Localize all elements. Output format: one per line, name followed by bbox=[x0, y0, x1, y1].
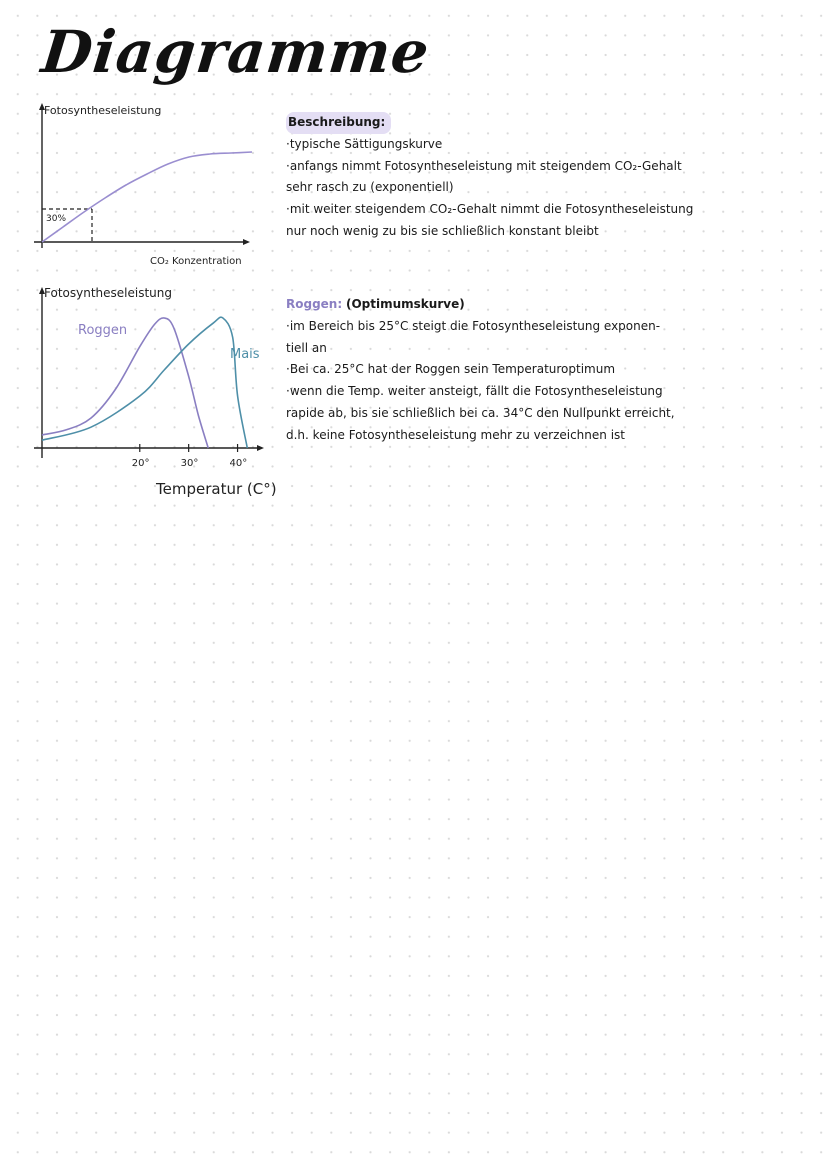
chart1-svg bbox=[20, 100, 280, 270]
roggen-heading-rest: (Optimumskurve) bbox=[345, 297, 465, 311]
page-title: Diagramme bbox=[38, 18, 433, 86]
description-line: ·typische Sättigungskurve bbox=[286, 136, 443, 151]
roggen-line: ·wenn die Temp. weiter ansteigt, fällt die Fotosyntheseleistung bbox=[286, 384, 663, 399]
roggen-line: ·im Bereich bis 25°C steigt die Fotosyntheseleistung exponen- bbox=[286, 318, 661, 333]
chart2-y-arrow bbox=[39, 287, 45, 294]
description-line: ·anfangs nimmt Fotosyntheseleistung mit steigendem CO₂-Gehalt bbox=[286, 158, 682, 173]
description-line: sehr rasch zu (exponentiell) bbox=[286, 180, 454, 195]
chart1-x-arrow bbox=[243, 239, 250, 245]
roggen-line: rapide ab, bis sie schließlich bei ca. 34°C den Nullpunkt erreicht, bbox=[286, 405, 675, 420]
chart1-marker-label: 30% bbox=[46, 214, 67, 224]
roggen-line: tiell an bbox=[286, 340, 327, 355]
chart2-svg bbox=[20, 280, 280, 480]
chart1-ylabel: Fotosyntheseleistung bbox=[44, 104, 162, 117]
roggen-heading: Roggen: bbox=[286, 297, 343, 311]
chart2-legend-mais: Mais bbox=[230, 347, 260, 362]
chart2-xlabel: Temperatur (C°) bbox=[156, 480, 277, 498]
description-heading: Beschreibung: bbox=[286, 112, 391, 134]
roggen-line: ·Bei ca. 25°C hat der Roggen sein Temperaturoptimum bbox=[286, 362, 616, 377]
chart2-x-tick-label: 20° bbox=[131, 458, 150, 469]
chart2-ylabel: Fotosyntheseleistung bbox=[44, 286, 172, 300]
roggen-block bbox=[286, 294, 675, 447]
roggen-line: d.h. keine Fotosyntheseleistung mehr zu verzeichnen ist bbox=[286, 427, 625, 442]
description-block bbox=[286, 112, 693, 243]
chart2-legend-roggen: Roggen bbox=[78, 323, 128, 338]
chart1-series-line bbox=[42, 152, 252, 242]
description-line: ·mit weiter steigendem CO₂-Gehalt nimmt die Fotosyntheseleistung bbox=[286, 202, 694, 217]
chart1-y-arrow bbox=[39, 103, 45, 110]
chart2-x-arrow bbox=[257, 445, 264, 451]
chart2-x-tick-label: 40° bbox=[229, 458, 248, 469]
chart1-xlabel: CO₂ Konzentration bbox=[150, 256, 242, 267]
chart2-x-tick-label: 30° bbox=[180, 458, 199, 469]
description-line: nur noch wenig zu bis sie schließlich konstant bleibt bbox=[286, 223, 599, 238]
